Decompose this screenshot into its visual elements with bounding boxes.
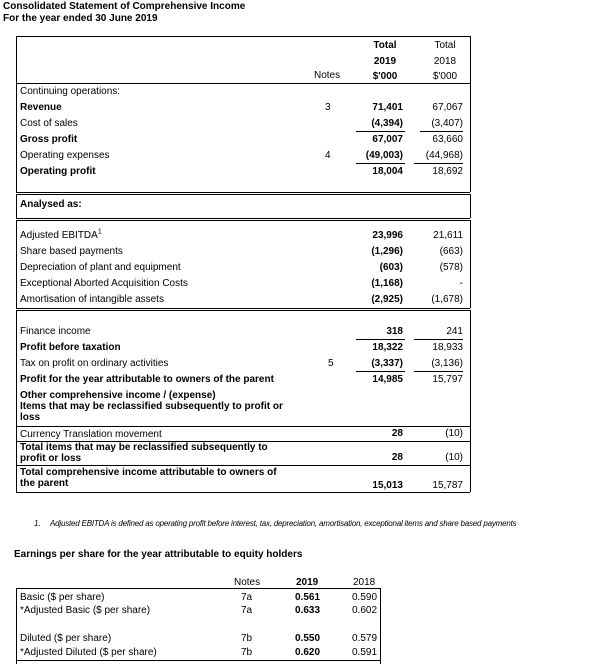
section-divider bbox=[16, 218, 470, 219]
subtotal-line bbox=[414, 371, 463, 372]
row-value-2018: - bbox=[459, 278, 463, 289]
row-value-2019: 28 bbox=[391, 452, 403, 463]
subtotal-line bbox=[356, 371, 405, 372]
row-value-2019: (1,296) bbox=[371, 246, 403, 257]
subtotal-line bbox=[356, 163, 405, 164]
page-subtitle: For the year ended 30 June 2019 bbox=[3, 13, 158, 24]
row-value-2018: 63,660 bbox=[432, 134, 463, 145]
total-items-label-1: Total items that may be reclassified subsequently to bbox=[20, 442, 268, 453]
eps-box-left bbox=[16, 588, 17, 664]
eps-row-value-2018: 0.590 bbox=[352, 592, 378, 603]
eps-row-label: Basic ($ per share) bbox=[20, 592, 105, 603]
row-value-2018: (10) bbox=[445, 452, 463, 463]
section-divider bbox=[16, 194, 470, 195]
box-right-border bbox=[470, 194, 471, 218]
oci-heading-1: Other comprehensive income / (expense) bbox=[20, 390, 216, 401]
notes-header: Notes bbox=[314, 70, 341, 81]
row-label: Gross profit bbox=[20, 134, 78, 145]
section-divider bbox=[16, 426, 470, 427]
table-bottom-border bbox=[16, 492, 470, 493]
row-label: Operating expenses bbox=[20, 150, 110, 161]
row-value-2018: 18,692 bbox=[432, 166, 463, 177]
row-value-2019: 18,322 bbox=[372, 342, 403, 353]
col2018-header-2: 2018 bbox=[433, 56, 457, 67]
col2019-header-2: 2019 bbox=[373, 56, 397, 67]
total-ci-label-2: the parent bbox=[20, 478, 69, 489]
section-divider bbox=[16, 192, 470, 193]
footnote-ref: 1 bbox=[97, 228, 102, 236]
row-value-2018: (3,407) bbox=[431, 118, 463, 129]
eps-row-note: 7a bbox=[241, 592, 253, 603]
row-value-2019: (2,925) bbox=[371, 294, 403, 305]
row-note: 5 bbox=[328, 358, 334, 369]
row-value-2019: 18,004 bbox=[372, 166, 403, 177]
eps-bottom-border bbox=[16, 660, 380, 661]
eps-row-value-2019: 0.633 bbox=[295, 605, 321, 616]
row-value-2018: 15,797 bbox=[432, 374, 463, 385]
row-label: Profit before taxation bbox=[20, 342, 121, 353]
row-note: 3 bbox=[325, 102, 331, 113]
col2018-header-3: $'000 bbox=[432, 71, 458, 82]
eps-row-value-2018: 0.602 bbox=[352, 605, 378, 616]
eps-row-label: Diluted ($ per share) bbox=[20, 633, 112, 644]
footnote-text: Adjusted EBITDA is defined as operating profit before interest, tax, depreciation, amortisation, exceptional items and share based payments bbox=[50, 519, 517, 528]
row-value-2018: (10) bbox=[445, 428, 463, 439]
eps-2018-header: 2018 bbox=[353, 577, 376, 588]
footnote-number: 1. bbox=[34, 519, 41, 528]
row-value-2018: (44,968) bbox=[425, 150, 463, 161]
eps-row-value-2018: 0.591 bbox=[352, 647, 378, 658]
eps-row-note: 7a bbox=[241, 605, 253, 616]
eps-row-value-2018: 0.579 bbox=[352, 633, 378, 644]
row-value-2018: (578) bbox=[439, 262, 463, 273]
row-value-2019: (4,394) bbox=[371, 118, 403, 129]
eps-row-value-2019: 0.550 bbox=[295, 633, 321, 644]
box-right-border bbox=[470, 310, 471, 492]
row-label: Amortisation of intangible assets bbox=[20, 294, 164, 305]
row-label: Depreciation of plant and equipment bbox=[20, 262, 181, 273]
row-value-2018: 15,787 bbox=[432, 480, 463, 491]
row-value-2019: 23,996 bbox=[372, 230, 403, 241]
table-right-border bbox=[470, 36, 471, 192]
row-value-2018: 241 bbox=[446, 326, 463, 337]
page-title: Consolidated Statement of Comprehensive Income bbox=[3, 1, 246, 12]
eps-heading: Earnings per share for the year attributable to equity holders bbox=[14, 549, 303, 560]
col2019-header-1: Total bbox=[373, 40, 397, 51]
eps-2019-header: 2019 bbox=[296, 577, 319, 588]
row-value-2019: 318 bbox=[386, 326, 403, 337]
subtotal-line bbox=[414, 339, 463, 340]
row-value-2019: 67,007 bbox=[372, 134, 403, 145]
col2018-header-1: Total bbox=[434, 40, 456, 51]
table-left-border bbox=[16, 36, 17, 192]
row-label: Exceptional Aborted Acquisition Costs bbox=[20, 278, 188, 289]
subtotal-line bbox=[356, 131, 405, 132]
section-divider bbox=[16, 310, 470, 311]
row-label: Revenue bbox=[20, 102, 62, 113]
eps-header-divider bbox=[16, 588, 380, 589]
row-value-2019: (603) bbox=[379, 262, 403, 273]
section-divider bbox=[16, 465, 470, 466]
header-divider bbox=[16, 83, 470, 84]
eps-row-label: *Adjusted Diluted ($ per share) bbox=[20, 647, 157, 658]
analysed-as-heading: Analysed as: bbox=[20, 199, 82, 210]
row-value-2019: 71,401 bbox=[372, 102, 403, 113]
row-value-2019: (49,003) bbox=[365, 150, 403, 161]
row-label: Profit for the year attributable to owners of the parent bbox=[20, 374, 274, 385]
total-ci-label-1: Total comprehensive income attributable to owners of bbox=[20, 467, 277, 478]
row-value-2019: (1,168) bbox=[371, 278, 403, 289]
eps-row-note: 7b bbox=[241, 647, 253, 658]
section-divider bbox=[16, 308, 470, 309]
row-note: 4 bbox=[325, 150, 331, 161]
box-right-border bbox=[470, 220, 471, 308]
eps-box-right bbox=[380, 588, 381, 664]
row-label: Cost of sales bbox=[20, 118, 78, 129]
eps-row-label: *Adjusted Basic ($ per share) bbox=[20, 605, 151, 616]
row-value-2019: 28 bbox=[391, 428, 403, 439]
row-value-2018: (1,678) bbox=[431, 294, 463, 305]
subtotal-line bbox=[420, 131, 463, 132]
col2019-header-3: $'000 bbox=[372, 71, 398, 82]
eps-row-note: 7b bbox=[241, 633, 253, 644]
row-value-2018: 18,933 bbox=[432, 342, 463, 353]
row-value-2019: 15,013 bbox=[372, 480, 403, 491]
box-left-border bbox=[16, 220, 17, 308]
row-label: Finance income bbox=[20, 326, 91, 337]
row-value-2019: 14,985 bbox=[372, 374, 403, 385]
eps-notes-header: Notes bbox=[234, 577, 261, 588]
box-left-border bbox=[16, 194, 17, 218]
row-value-2019: (3,337) bbox=[371, 358, 403, 369]
row-label: Share based payments bbox=[20, 246, 123, 257]
subtotal-line bbox=[414, 163, 463, 164]
section-divider bbox=[16, 220, 470, 221]
eps-row-value-2019: 0.561 bbox=[295, 592, 321, 603]
continuing-operations-heading: Continuing operations: bbox=[20, 86, 121, 97]
row-label: Operating profit bbox=[20, 166, 96, 177]
row-value-2018: 21,611 bbox=[433, 230, 463, 241]
row-value-2018: 67,067 bbox=[432, 102, 463, 113]
oci-heading-3: loss bbox=[20, 412, 41, 423]
row-label: Currency Translation movement bbox=[20, 429, 162, 440]
row-value-2018: (3,136) bbox=[431, 358, 463, 369]
eps-row-value-2019: 0.620 bbox=[295, 647, 321, 658]
oci-heading-2: Items that may be reclassified subsequently to profit or bbox=[20, 401, 283, 412]
row-label: Tax on profit on ordinary activities bbox=[20, 358, 169, 369]
row-label: Adjusted EBITDA$^1$ bbox=[20, 228, 102, 241]
subtotal-line bbox=[356, 339, 405, 340]
row-value-2018: (663) bbox=[439, 246, 463, 257]
table-top-border bbox=[16, 36, 470, 37]
total-items-label-2: profit or loss bbox=[20, 453, 82, 464]
